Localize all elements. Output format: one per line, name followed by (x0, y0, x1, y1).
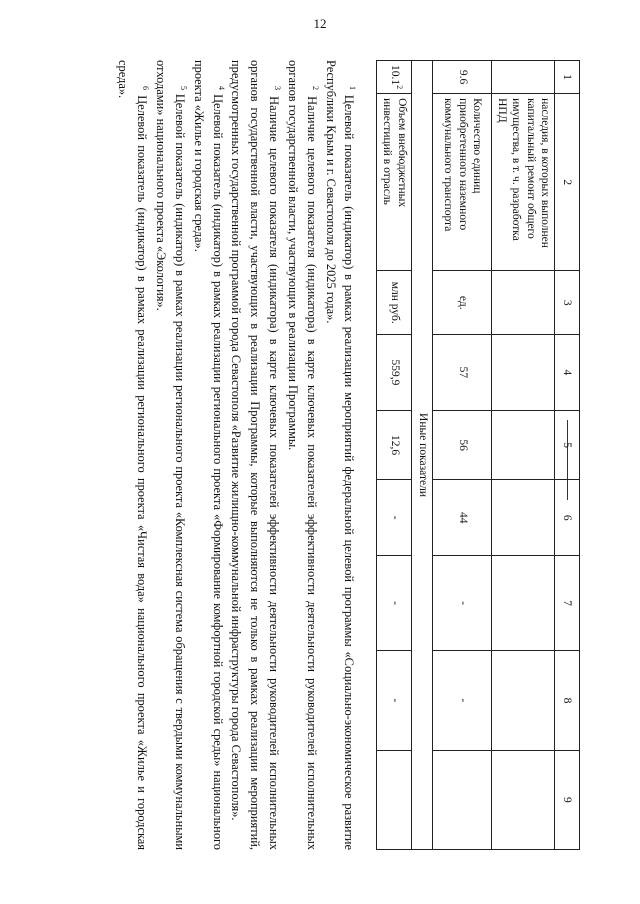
footnote (114, 60, 152, 850)
footnote (321, 60, 359, 850)
value-cell: - (377, 555, 412, 650)
table-row (377, 61, 412, 850)
value-cell (492, 335, 555, 411)
indicator-name: наследия, в которых выполнен капитальный ремонт общего имущества, в т. ч. разработка НПД (492, 94, 555, 271)
table-row (433, 61, 492, 850)
rotated-page-content (80, 60, 580, 850)
value-cell (492, 480, 555, 556)
value-cell (377, 750, 412, 849)
footnote (283, 60, 321, 850)
value-cell: 57 (433, 335, 492, 411)
row-number: 9.6 (433, 61, 492, 94)
indicator-name: Объем внебюджетных инвестиций в отрасль (377, 94, 412, 271)
header-cell: 4 (555, 335, 580, 411)
header-cell: 9 (555, 750, 580, 849)
header-cell: 3 (555, 271, 580, 335)
footnote-mark: 4 (216, 86, 226, 90)
unit-cell: млн руб. (377, 271, 412, 335)
footnote (227, 60, 284, 850)
footnote-text: Целевой показатель (индикатор) в рамках реализации регионального проекта «Формирование комфортной городской среды» национального проекта «Жилье и городская среда». (191, 60, 225, 850)
value-cell: 44 (433, 480, 492, 556)
header-cell: 6 (555, 480, 580, 556)
value-cell: - (433, 651, 492, 750)
value-cell (492, 750, 555, 849)
value-cell (433, 750, 492, 849)
value-cell: - (433, 555, 492, 650)
footnote (189, 60, 227, 850)
footnotes (114, 60, 359, 850)
row-number-text: 10.1 (388, 65, 401, 86)
footnote-text: Наличие целевого показателя (индикатора) в карте ключевых показателей эффективности деятельности руководителей исполнительных органов государственной власти, участвующих в реализации Программы. (285, 60, 319, 850)
value-cell: - (377, 651, 412, 750)
header-cell: 1 (555, 61, 580, 94)
indicator-name: Количество единиц приобретенного наземного коммунального транспорта (433, 94, 492, 271)
footnote-mark: 2 (310, 86, 320, 90)
footnote-mark: 5 (179, 86, 189, 90)
table-header-row (555, 61, 580, 850)
footnote-mark: 2 (394, 85, 404, 90)
unit-cell (492, 271, 555, 335)
unit-cell: ед. (433, 271, 492, 335)
table-row (492, 61, 555, 850)
footnote-mark: 6 (141, 86, 151, 90)
row-number (377, 61, 412, 94)
value-cell (492, 410, 555, 480)
footnote-text: Наличие целевого показателя (индикатора) в карте ключевых показателей эффективности деятельности руководителей исполнительных органов государственной власти, участвующих в реализации Программы, которые выполняются не только в рамках реализации мероприятий, предусмотренных государственной программой города Севастополя «Развитие жилищно-коммунальной инфраструктуры города Севастополя». (229, 60, 282, 850)
value-cell (492, 555, 555, 650)
header-cell: 7 (555, 555, 580, 650)
footnote-text: Целевой показатель (индикатор) в рамках реализации мероприятий федеральной целевой программы «Социально-экономическое развитие Республики Крым и г. Севастополя до 2025 года». (323, 60, 357, 850)
footnote-mark: 3 (273, 86, 283, 90)
footnote (151, 60, 189, 850)
indicators-table (377, 60, 581, 850)
header-cell: 8 (555, 651, 580, 750)
section-row (412, 61, 433, 850)
value-cell: 12,6 (377, 410, 412, 480)
section-label: Иные показатели (412, 61, 433, 850)
page-number: 12 (313, 16, 327, 31)
header-cell: 5 (555, 410, 580, 480)
row-number (492, 61, 555, 94)
footnote-text: Целевой показатель (индикатор) в рамках реализации регионального проекта «Чистая вода» национального проекта «Жилье и городская среда». (116, 60, 150, 850)
footnote-mark: 1 (348, 86, 358, 90)
header-cell: 2 (555, 94, 580, 271)
value-cell: - (377, 480, 412, 556)
value-cell: 56 (433, 410, 492, 480)
value-cell (492, 651, 555, 750)
value-cell: 559,9 (377, 335, 412, 411)
footnote-text: Целевой показатель (индикатор) в рамках реализации регионального проекта «Комплексная система обращения с твердыми коммунальными отходами» национального проекта «Экология». (154, 60, 187, 851)
